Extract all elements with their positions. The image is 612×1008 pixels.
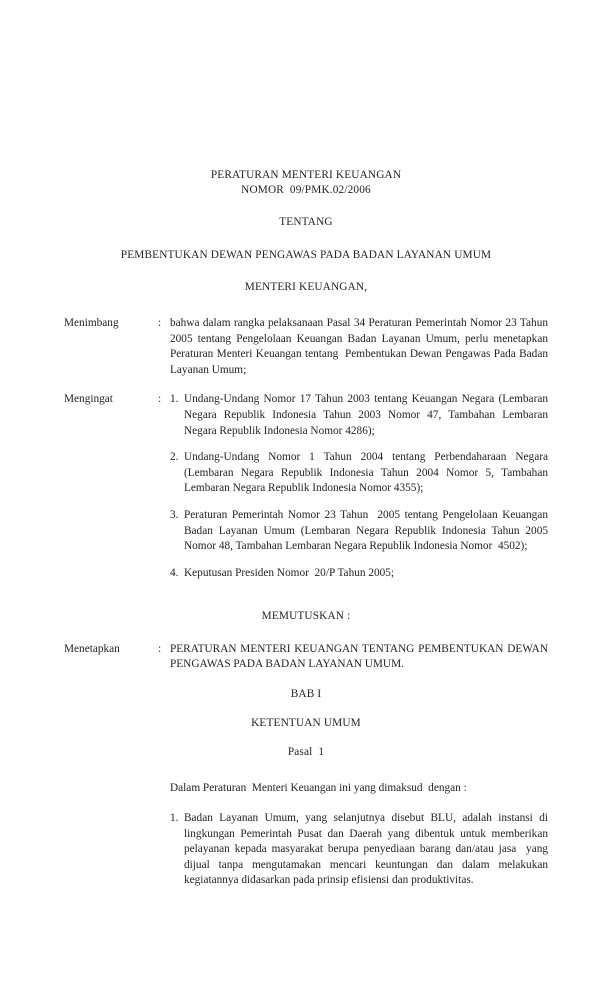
recalling-list-wrapper xyxy=(170,392,551,592)
spacer xyxy=(64,592,548,609)
spacer xyxy=(64,731,548,745)
spacer xyxy=(64,198,548,215)
recalling-colon: : xyxy=(158,393,162,406)
list-item-text: Undang-Undang Nomor 17 Tahun 2003 tentang Keuangan Negara (Lembaran Negara Republik Indonesia Tahun 2003 Nomor 47, Tambahan Lembaran Negara Republik Indonesia Nomor 4286); xyxy=(184,393,551,437)
considering-colon: : xyxy=(158,317,162,330)
list-item-marker: 1. xyxy=(170,393,179,406)
spacer xyxy=(64,263,548,280)
article-number: Pasal 1 xyxy=(287,746,325,759)
regulation-subject-heading: PEMBENTUKAN DEWAN PENGAWAS PADA BADAN LAYANAN UMUM xyxy=(120,248,492,261)
decides-heading: MEMUTUSKAN : xyxy=(261,610,351,623)
establishing-section xyxy=(64,642,551,673)
list-item-marker: 2. xyxy=(170,451,179,464)
article-intro-text: Dalam Peraturan Menteri Keuangan ini yang dimaksud dengan : xyxy=(170,782,467,795)
list-item xyxy=(170,811,551,889)
list-item-text: Badan Layanan Umum, yang selanjutnya disebut BLU, adalah instansi di lingkungan Pemerintah Pusat dan Daerah yang dibentuk untuk memberikan pelayanan kepada masyarakat berupa penyediaan barang dan/atau jasa yang dijual tanpa mengutamakan mencari keuntungan dan dalam melakukan kegiatannya didasarkan pada prinsip efisiensi dan produktivitas. xyxy=(184,811,551,887)
spacer xyxy=(64,673,548,687)
list-item-text: Peraturan Pemerintah Nomor 23 Tahun 2005 tentang Pengelolaan Keuangan Badan Layanan Umum (Lembaran Negara Republik Indonesia Tahun 2005 Nomor 48, Tambahan Lembaran Negara Republik Indonesia Nomor 4502); xyxy=(184,508,551,553)
list-item-marker: 3. xyxy=(170,508,179,521)
spacer xyxy=(170,797,548,811)
establishing-label: Menetapkan xyxy=(64,642,120,655)
list-item-marker: 4. xyxy=(170,566,179,579)
recalling-list xyxy=(170,392,551,581)
list-item-marker: 1. xyxy=(170,811,179,824)
establishing-text: PERATURAN MENTERI KEUANGAN TENTANG PEMBENTUKAN DEWAN PENGAWAS PADA BADAN LAYANAN UMUM. xyxy=(170,642,551,671)
spacer xyxy=(64,760,548,781)
considering-section xyxy=(64,316,551,378)
issuer-heading: MENTERI KEUANGAN, xyxy=(244,280,368,293)
article-content xyxy=(170,781,551,889)
list-item xyxy=(170,566,548,582)
list-item xyxy=(170,450,551,497)
tentang-heading: TENTANG xyxy=(279,216,333,229)
recalling-section xyxy=(64,392,551,592)
document-body xyxy=(64,168,551,889)
recalling-label: Mengingat xyxy=(64,393,113,406)
spacer xyxy=(64,295,548,316)
spacer xyxy=(64,625,548,642)
spacer xyxy=(64,231,548,248)
spacer xyxy=(64,378,548,392)
list-item xyxy=(170,508,551,555)
considering-label: Menimbang xyxy=(64,317,119,330)
chapter-number: BAB I xyxy=(290,687,322,700)
considering-text: bahwa dalam rangka pelaksanaan Pasal 34 Peraturan Pemerintah Nomor 23 Tahun 2005 tentang Pengelolaan Keuangan Badan Layanan Umum, perlu menetapkan Peraturan Menteri Keuangan tentang Pembentukan Dewan Pengawas Pada Badan Layanan Umum; xyxy=(170,317,551,376)
article-content-section xyxy=(64,781,551,889)
establishing-colon: : xyxy=(158,642,162,655)
list-item-text: Keputusan Presiden Nomor 20/P Tahun 2005; xyxy=(184,566,395,579)
definitions-list xyxy=(170,811,551,889)
regulation-number-line: NOMOR 09/PMK.02/2006 xyxy=(241,184,371,197)
list-item xyxy=(170,392,551,439)
list-item-text: Undang-Undang Nomor 1 Tahun 2004 tentang Perbendaharaan Negara (Lembaran Negara Republik Indonesia Tahun 2004 Nomor 5, Tambahan Lembaran Negara Republik Indonesia Nomor 4355); xyxy=(184,451,551,495)
document-header xyxy=(64,168,548,295)
spacer xyxy=(64,702,548,716)
regulation-title-line: PERATURAN MENTERI KEUANGAN xyxy=(210,169,402,181)
chapter-title: KETENTUAN UMUM xyxy=(251,716,361,729)
